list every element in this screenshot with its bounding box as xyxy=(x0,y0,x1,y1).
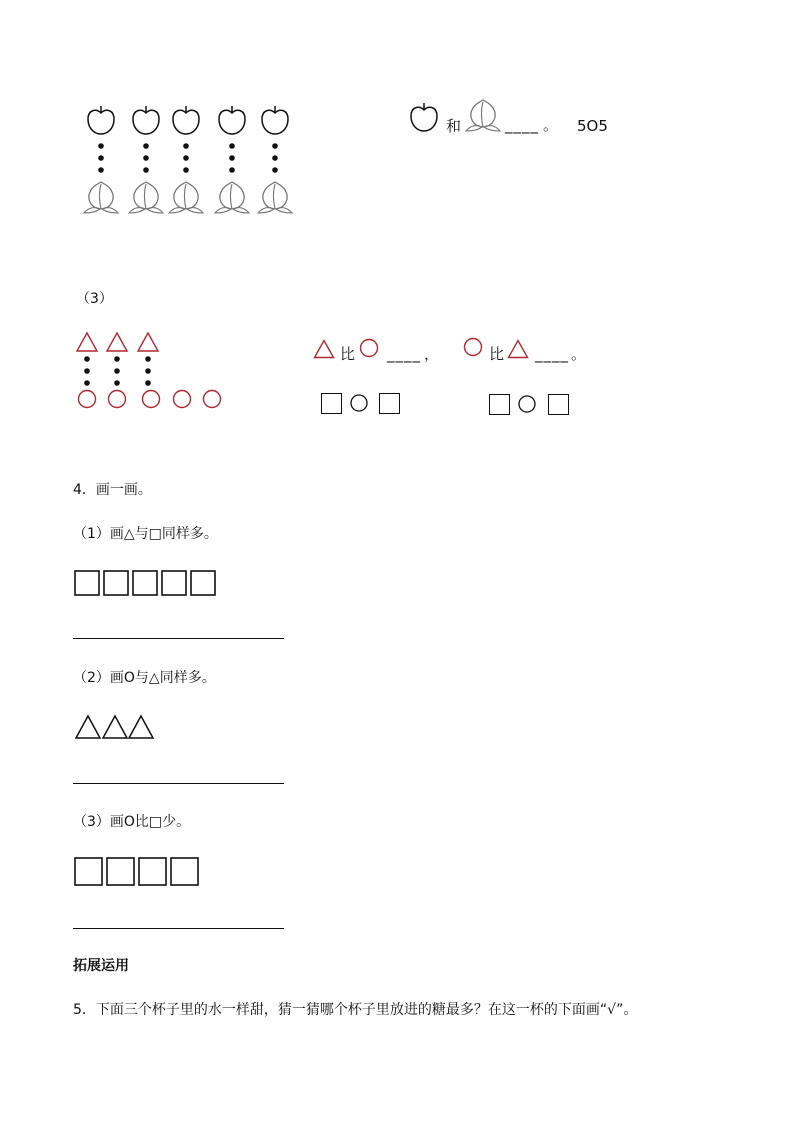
match-dot xyxy=(145,380,151,386)
compare-word-1: 比 xyxy=(340,345,356,363)
q4-item3-answer-line[interactable] xyxy=(73,928,284,929)
triangle-circle-svg xyxy=(74,330,234,412)
triangle-icon xyxy=(313,339,335,359)
circle-icon xyxy=(349,393,369,413)
apple-peach-diagram xyxy=(78,104,300,216)
match-dot xyxy=(98,167,104,173)
answer-box-1a[interactable] xyxy=(321,393,342,414)
q4-item1-label: （1）画△与□同样多。 xyxy=(73,526,218,542)
comma-1: ， xyxy=(424,345,440,363)
circle-icon xyxy=(174,391,191,408)
match-dot xyxy=(183,155,189,161)
match-dot xyxy=(272,167,278,173)
circle-icon xyxy=(517,394,537,414)
apple-icon xyxy=(409,101,439,133)
match-dot xyxy=(183,167,189,173)
peach-icon xyxy=(215,182,249,213)
match-dot xyxy=(84,356,90,362)
q4-item2-triangles xyxy=(75,714,155,740)
peach-icon xyxy=(169,182,203,213)
section-title: 拓展运用 xyxy=(73,958,129,974)
circle-icon xyxy=(359,338,379,358)
expression-5o5: 5O5 xyxy=(577,117,608,135)
q4-item2-answer-line[interactable] xyxy=(73,783,284,784)
circle-icon xyxy=(143,391,160,408)
period-2: 。 xyxy=(571,345,587,363)
triangle-icon xyxy=(77,333,97,351)
period-1: 。 xyxy=(543,116,559,134)
triangle-icon xyxy=(107,333,127,351)
q5-text: 5．下面三个杯子里的水一样甜，猜一猜哪个杯子里放进的糖最多？在这一杯的下面画“√”。 xyxy=(73,1002,638,1018)
q4-item3-label: （3）画O比□少。 xyxy=(73,814,191,830)
match-dot xyxy=(145,356,151,362)
peach-icon xyxy=(464,96,502,132)
match-dot xyxy=(114,380,120,386)
q4-heading: 4．画一画。 xyxy=(73,482,152,498)
q4-item3-squares xyxy=(74,857,200,886)
match-dot xyxy=(229,167,235,173)
circle-icon xyxy=(79,391,96,408)
match-dot xyxy=(84,368,90,374)
triangle-icon xyxy=(507,339,529,359)
match-dot xyxy=(114,356,120,362)
peach-icon xyxy=(84,182,118,213)
match-dot xyxy=(183,143,189,149)
q4-item2-label: （2）画O与△同样多。 xyxy=(73,670,216,686)
apple-peach-svg xyxy=(78,104,300,216)
compare-word-2: 比 xyxy=(489,345,505,363)
match-dot xyxy=(272,155,278,161)
triangle-icon xyxy=(138,333,158,351)
circle-icon xyxy=(204,391,221,408)
match-dot xyxy=(114,368,120,374)
answer-box-2a[interactable] xyxy=(489,394,510,415)
part3-label: （3） xyxy=(76,291,113,307)
apple-icon xyxy=(173,106,199,134)
match-dot xyxy=(272,143,278,149)
answer-box-2b[interactable] xyxy=(548,394,569,415)
apple-icon xyxy=(88,106,114,134)
q4-item1-answer-line[interactable] xyxy=(73,638,284,639)
answer-blank-3[interactable]: ____ xyxy=(535,345,569,363)
apple-icon xyxy=(262,106,288,134)
circle-icon xyxy=(463,337,483,357)
match-dot xyxy=(229,143,235,149)
match-dot xyxy=(98,155,104,161)
q4-item1-squares xyxy=(74,570,219,596)
answer-blank-1[interactable]: ____ xyxy=(505,116,539,134)
answer-box-1b[interactable] xyxy=(379,393,400,414)
peach-icon xyxy=(129,182,163,213)
match-dot xyxy=(143,143,149,149)
triangle-circle-diagram xyxy=(74,330,234,412)
match-dot xyxy=(84,380,90,386)
peach-icon xyxy=(258,182,292,213)
match-dot xyxy=(145,368,151,374)
answer-blank-2[interactable]: ____ xyxy=(387,345,421,363)
match-dot xyxy=(143,167,149,173)
connector-he: 和 xyxy=(446,117,462,135)
circle-icon xyxy=(109,391,126,408)
apple-icon xyxy=(219,106,245,134)
match-dot xyxy=(98,143,104,149)
apple-icon xyxy=(133,106,159,134)
match-dot xyxy=(143,155,149,161)
match-dot xyxy=(229,155,235,161)
